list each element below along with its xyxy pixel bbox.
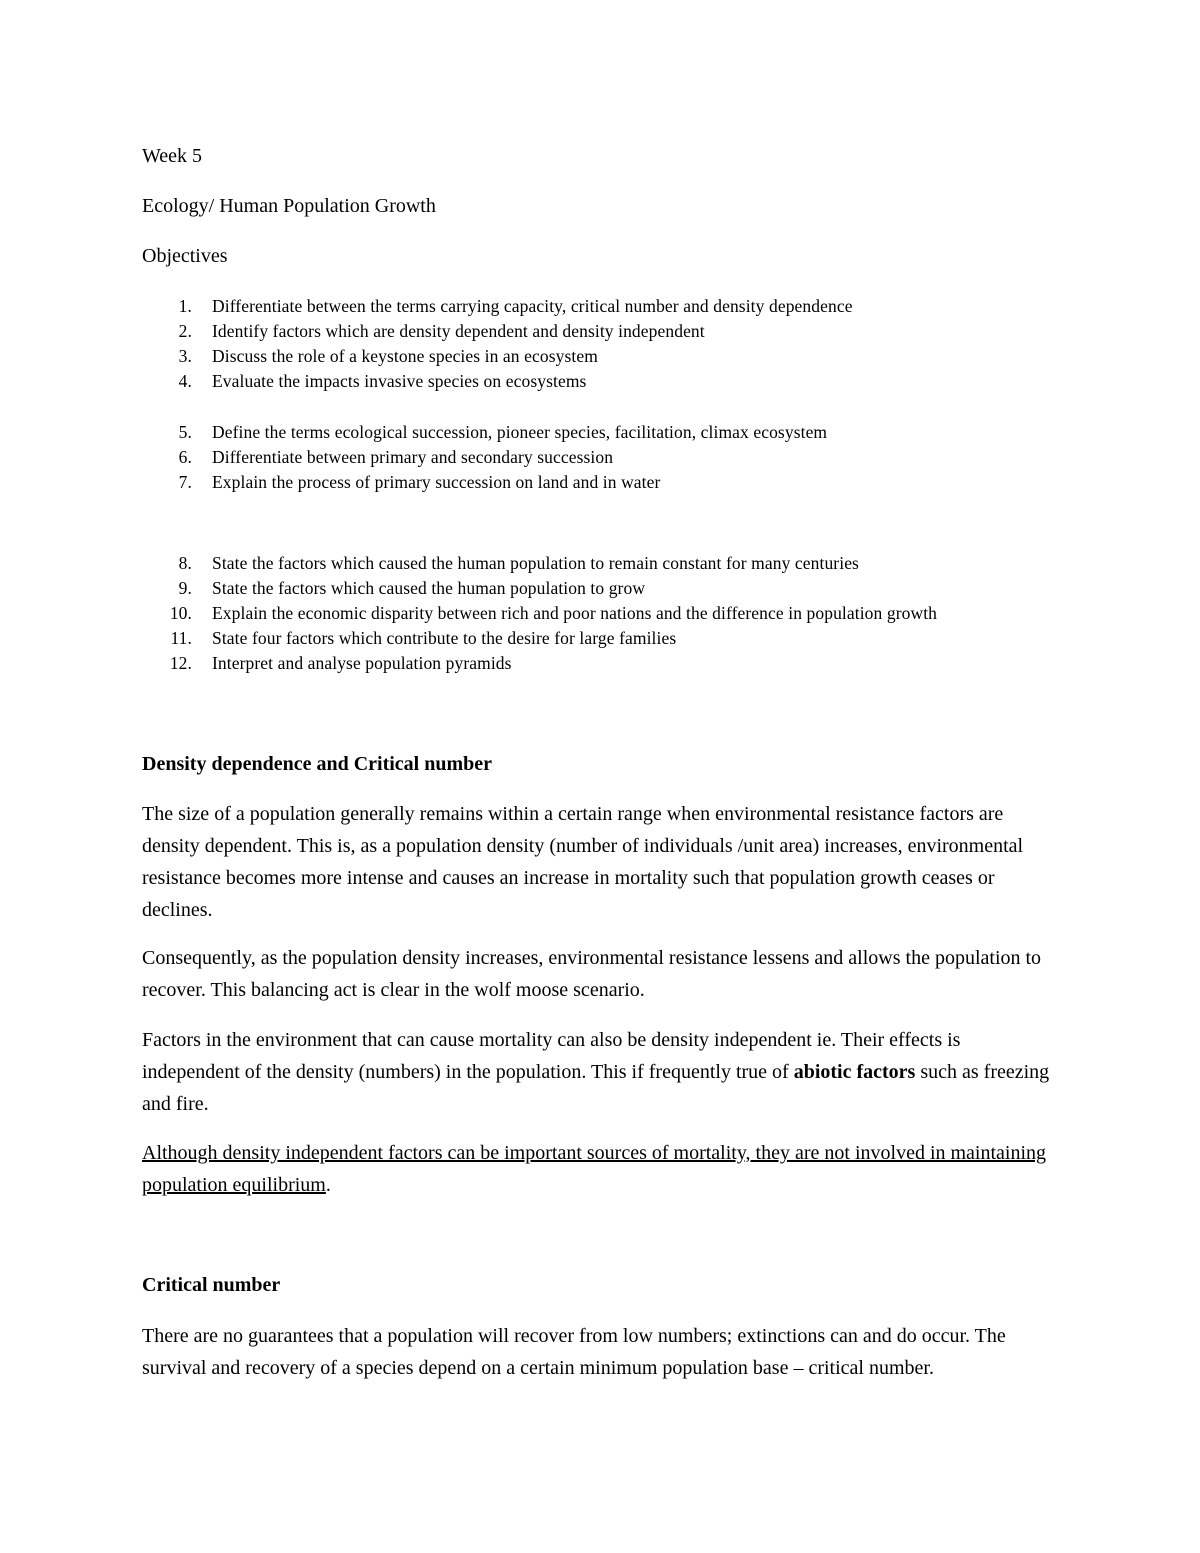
- section-heading-critical: Critical number: [142, 1274, 281, 1296]
- objective-item: 1. Differentiate between the terms carrying capacity, critical number and density dependence: [178, 296, 853, 316]
- objective-item: 7. Explain the process of primary succession on land and in water: [178, 472, 661, 492]
- paragraph-critical-1: There are no guarantees that a population will recover from low numbers; extinctions can and do occur. The survival and recovery of a species depend on a certain minimum population base – critical number.: [142, 1325, 1006, 1379]
- objective-item: 12. Interpret and analyse population pyramids: [169, 653, 512, 673]
- objective-item: 10. Explain the economic disparity between rich and poor nations and the difference in population growth: [169, 603, 938, 623]
- objectives-list-3: [142, 551, 1092, 676]
- paragraph-density-1: The size of a population generally remains within a certain range when environmental resistance factors are density dependent. This is, as a population density (number of individuals /unit area) increases, environmental resistance becomes more intense and causes an increase in mortality such that population growth ceases or declines.: [142, 803, 1024, 921]
- objective-item: 11. State four factors which contribute to the desire for large families: [170, 628, 677, 648]
- objective-item: 6. Differentiate between primary and secondary succession: [178, 447, 614, 467]
- bold-term: abiotic factors: [793, 1061, 916, 1083]
- underlined-statement: Although density independent factors can be important sources of mortality, they are not involved in maintaining population equilibrium: [142, 1142, 1047, 1196]
- objective-item: 3. Discuss the role of a keystone species in an ecosystem: [178, 346, 598, 366]
- paragraph-density-4: Although density independent factors can be important sources of mortality, they are not involved in maintaining population equilibrium.: [142, 1142, 1047, 1196]
- objectives-list-1: [142, 294, 1092, 394]
- objective-item: 2. Identify factors which are density dependent and density independent: [178, 321, 705, 341]
- topic-title: Ecology/ Human Population Growth: [142, 195, 436, 217]
- objectives-label: Objectives: [142, 245, 228, 267]
- paragraph-density-3: Factors in the environment that can cause mortality can also be density independent ie. Their effects is independent of the density (numbers) in the population. This if frequently true of abiotic factors such as freezing and fire.: [142, 1029, 1050, 1115]
- objective-item: 5. Define the terms ecological succession, pioneer species, facilitation, climax ecosystem: [178, 422, 828, 442]
- paragraph-density-2: Consequently, as the population density increases, environmental resistance lessens and allows the population to recover. This balancing act is clear in the wolf moose scenario.: [142, 947, 1042, 1001]
- objectives-list-2: [142, 420, 1092, 495]
- objective-item: 9. State the factors which caused the human population to grow: [178, 578, 646, 598]
- section-heading-density: Density dependence and Critical number: [142, 753, 492, 775]
- objective-item: 4. Evaluate the impacts invasive species on ecosystems: [178, 371, 587, 391]
- objective-item: 8. State the factors which caused the human population to remain constant for many centuries: [178, 553, 859, 573]
- week-label: Week 5: [142, 145, 203, 167]
